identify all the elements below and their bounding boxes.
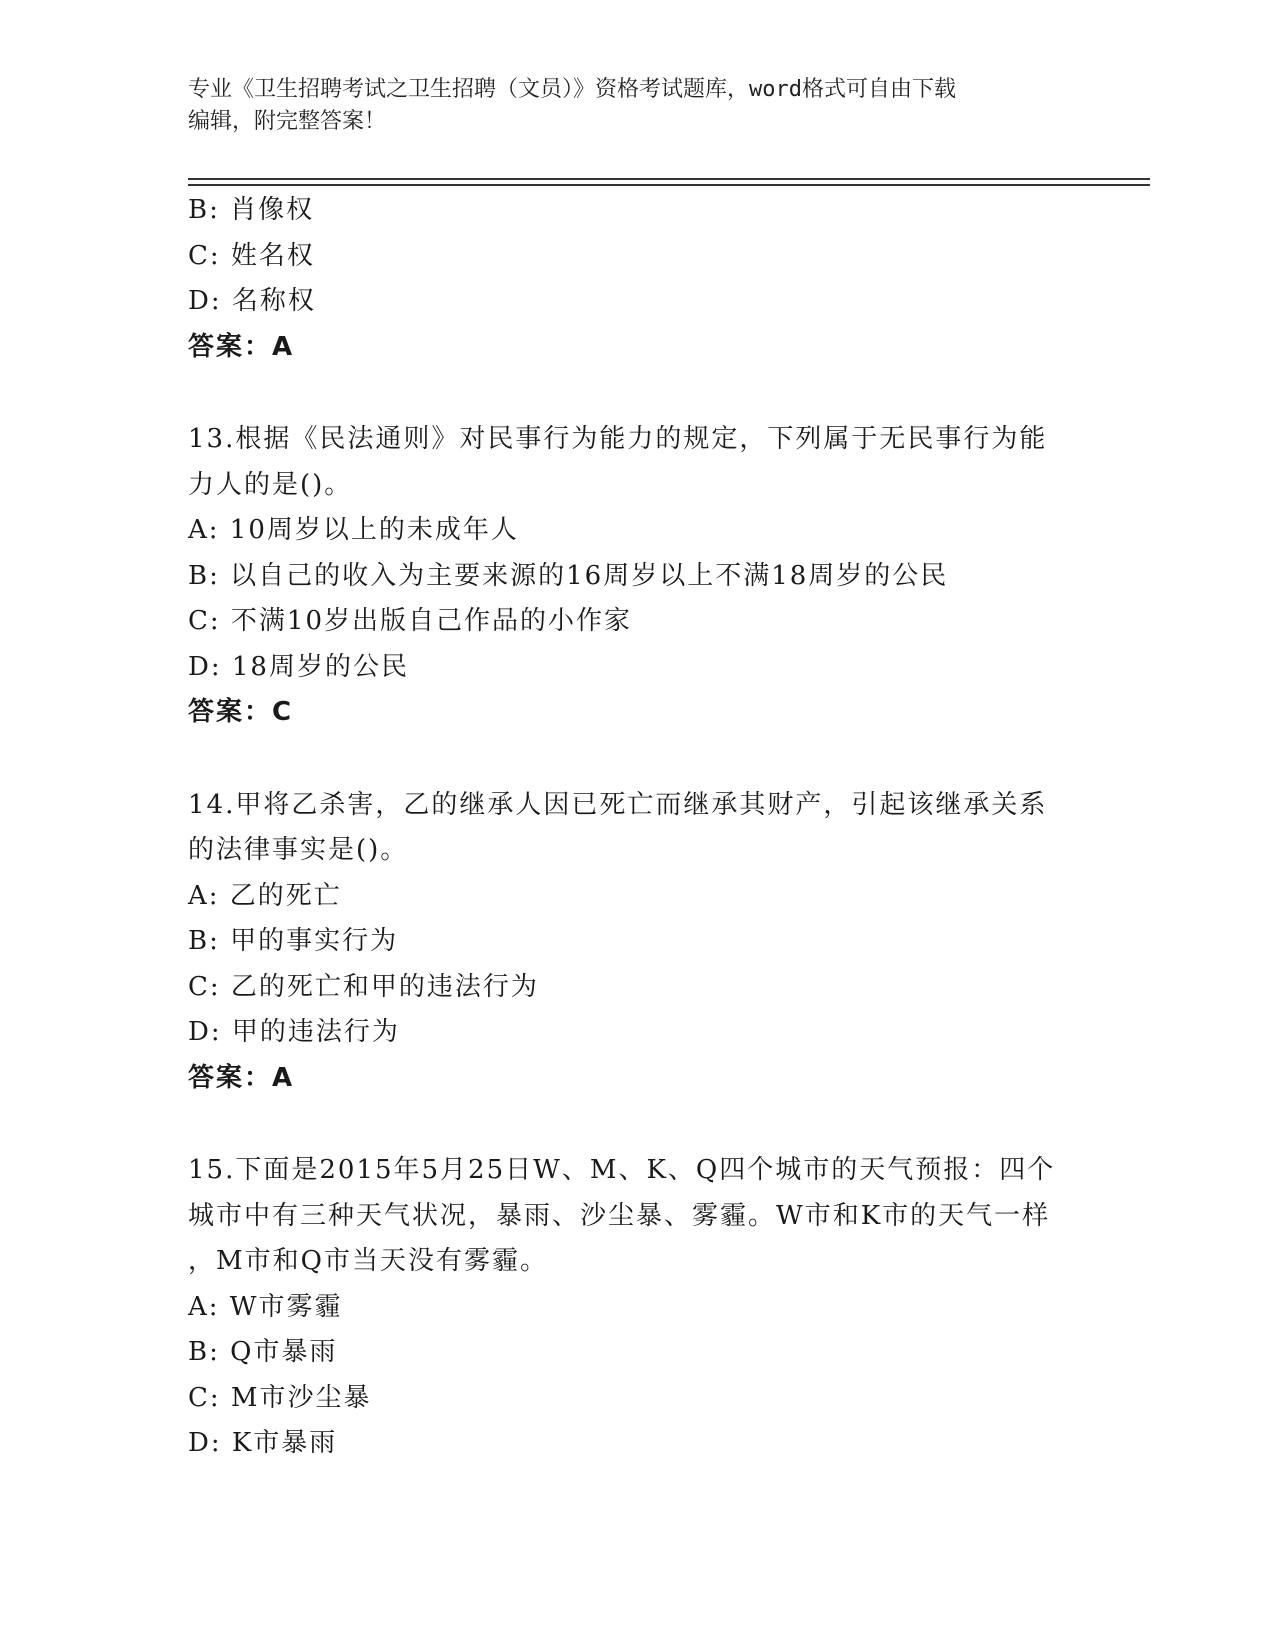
spacer (188, 1101, 1088, 1148)
document-header (188, 74, 1068, 138)
option-d: D: 18周岁的公民 (188, 651, 409, 682)
question-stem-line-1: 14.甲将乙杀害，乙的继承人因已死亡而继承其财产，引起该继承关系 (188, 789, 1048, 820)
question-15 (188, 1148, 1088, 1467)
option-c: C: 不满10岁出版自己作品的小作家 (188, 606, 633, 636)
option-b: B: Q市暴雨 (188, 1337, 338, 1367)
spacer (188, 736, 1088, 783)
question-stem-line-3: ，M市和Q市当天没有雾霾。 (188, 1246, 548, 1276)
question-13 (188, 417, 1088, 736)
option-a: A: 乙的死亡 (188, 880, 342, 911)
option-b: B: 甲的事实行为 (188, 926, 399, 956)
answer-line: 答案：C (188, 697, 294, 727)
question-12-tail (188, 188, 1088, 370)
header-line-2: 编辑，附完整答案！ (188, 109, 387, 134)
option-b: B: 以自己的收入为主要来源的16周岁以上不满18周岁的公民 (188, 560, 949, 591)
option-d: D: 名称权 (188, 286, 316, 316)
option-a: A: 10周岁以上的未成年人 (188, 515, 519, 545)
option-c: C: 姓名权 (188, 240, 315, 271)
question-list (188, 188, 1088, 1467)
option-a: A: W市雾霾 (188, 1291, 343, 1322)
option-d: D: K市暴雨 (188, 1428, 338, 1458)
spacer (188, 370, 1088, 417)
header-rule-bottom (188, 184, 1150, 186)
question-stem-line-1: 13.根据《民法通则》对民事行为能力的规定，下列属于无民事行为能 (188, 424, 1048, 454)
question-14 (188, 783, 1088, 1102)
answer-line: 答案：A (188, 331, 295, 362)
header-rule-top (188, 178, 1150, 180)
option-d: D: 甲的违法行为 (188, 1017, 400, 1047)
option-c: C: M市沙尘暴 (188, 1382, 372, 1413)
answer-line: 答案：A (188, 1062, 295, 1093)
question-stem-line-2: 的法律事实是()。 (188, 835, 409, 865)
question-stem-line-2: 力人的是()。 (188, 469, 353, 500)
header-line-1: 专业《卫生招聘考试之卫生招聘（文员）》资格考试题库，word格式可自由下载 (188, 77, 956, 102)
question-stem-line-1: 15.下面是2015年5月25日W、M、K、Q四个城市的天气预报：四个 (188, 1155, 1056, 1185)
question-stem-line-2: 城市中有三种天气状况，暴雨、沙尘暴、雾霾。W市和K市的天气一样 (188, 1200, 1051, 1231)
option-c: C: 乙的死亡和甲的违法行为 (188, 971, 539, 1002)
option-b: B: 肖像权 (188, 195, 315, 225)
